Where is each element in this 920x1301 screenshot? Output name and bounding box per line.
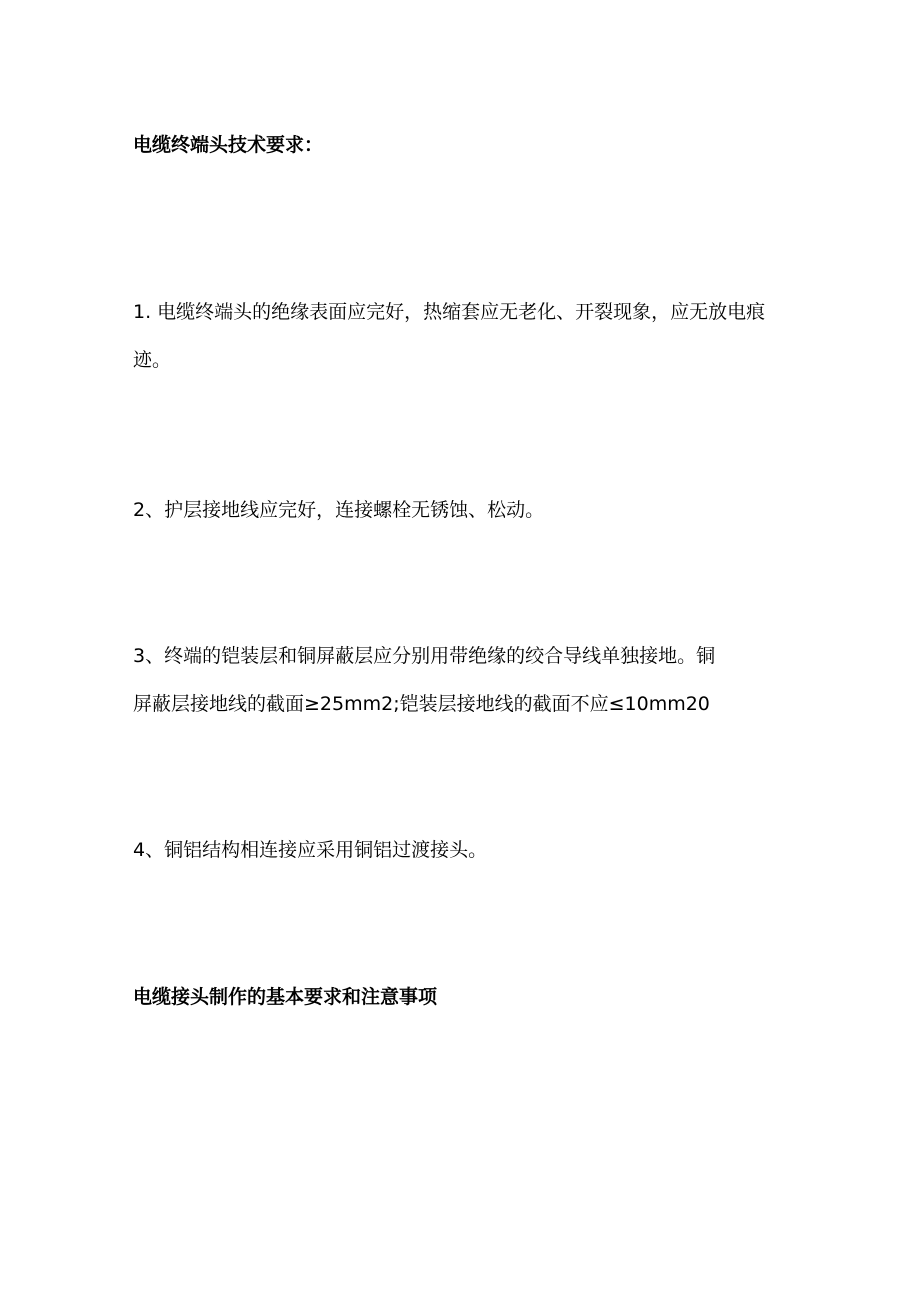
- item-3-line-1: 3、终端的铠装层和铜屏蔽层应分别用带绝缘的绞合导线单独接地。铜: [133, 645, 716, 667]
- item-1-line-1: 1. 电缆终端头的绝缘表面应完好，热缩套应无老化、开裂现象，应无放电痕: [133, 301, 766, 323]
- item-4-line-1: 4、铜铝结构相连接应采用铜铝过渡接头。: [133, 839, 488, 861]
- section-heading-joint: 电缆接头制作的基本要求和注意事项: [133, 986, 438, 1008]
- item-3-line-2: 屏蔽层接地线的截面≥25mm2;铠装层接地线的截面不应≤10mm20: [133, 693, 710, 715]
- section-heading-terminal: 电缆终端头技术要求：: [133, 134, 324, 156]
- item-2-line-1: 2、护层接地线应完好，连接螺栓无锈蚀、松动。: [133, 499, 545, 521]
- item-1-line-2: 迹。: [133, 349, 172, 371]
